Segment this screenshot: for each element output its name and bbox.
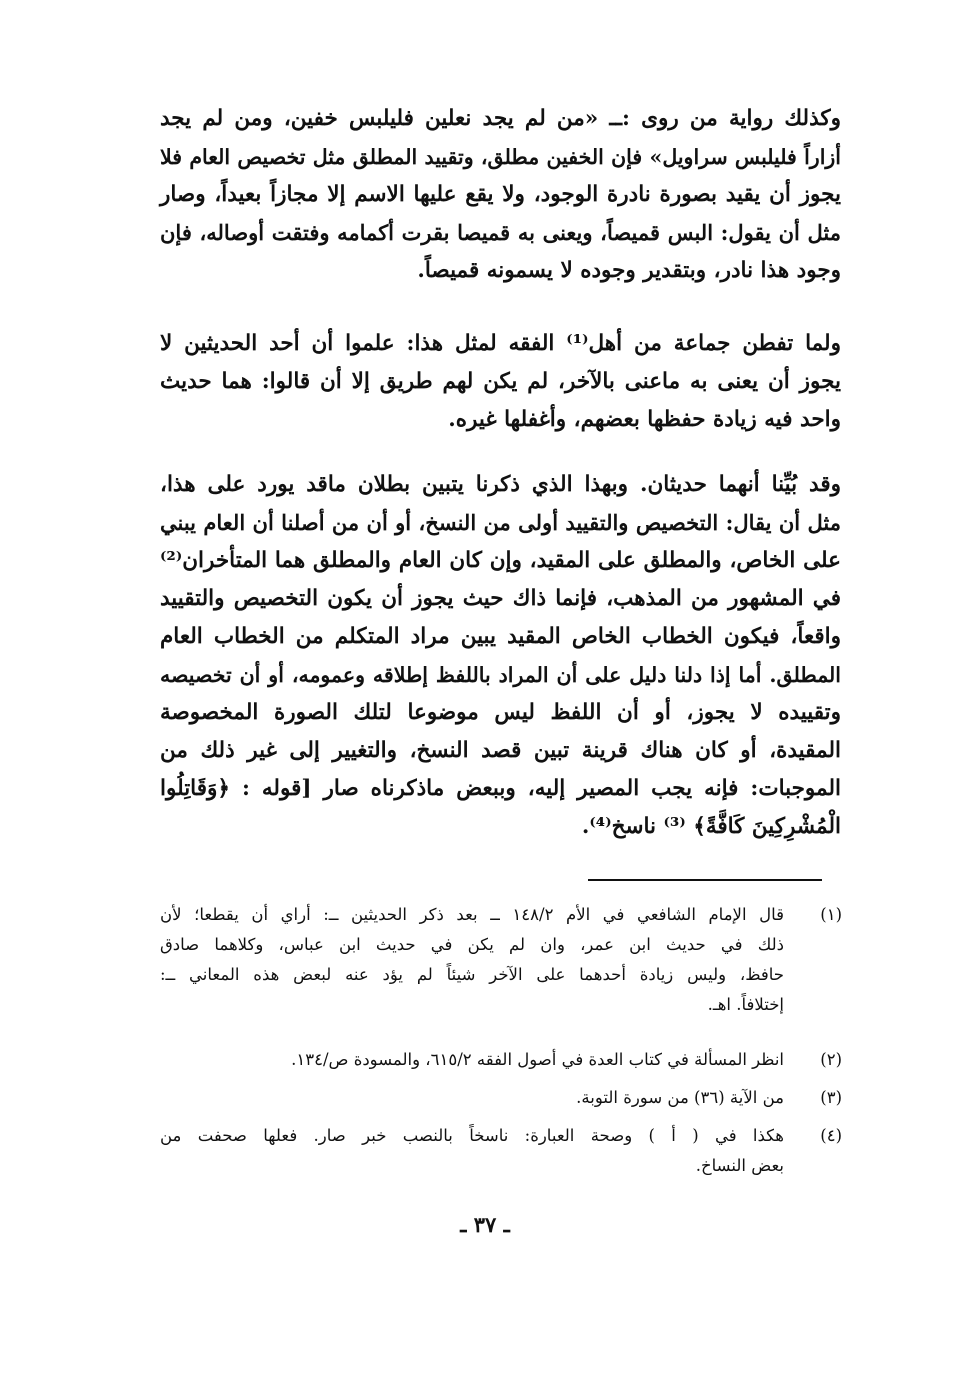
text-line: واقعاً، فيكون الخطاب الخاص المقيد يبين مراد المتكلم من الخطاب العام (160, 624, 841, 649)
text-line: المقيدة، أو كان هناك قرينة تبين قصد النسخ، والتغيير إلى غير ذلك من (160, 738, 841, 763)
paragraph-3 (160, 466, 841, 846)
text-line: يجوز أن يقيد بصورة نادرة الوجود، ولا يقع عليها الاسم إلا مجازاً بعيداً، وصار (160, 182, 841, 207)
footnote-1 (160, 900, 842, 1020)
paragraph-2 (160, 325, 841, 439)
footnote-separator (588, 879, 822, 881)
text-line: وجود هذا نادر، وبتقدير وجوده لا يسمونه قميصاً. (417, 258, 841, 283)
footnote-4 (160, 1121, 842, 1181)
paragraph-1 (160, 100, 841, 290)
footnote-line: انظر المسألة في كتاب العدة في أصول الفقه ٦١٥/٢، والمسودة ص/١٣٤. (291, 1050, 784, 1069)
text-line: وتقييده لا يجوز، أو أن اللفظ ليس موضوعا لتلك الصورة المخصوصة (160, 700, 841, 725)
footnote-line: من الآية (٣٦) من سورة التوبة. (576, 1088, 784, 1107)
text-line: يجوز أن يعنى به ماعنى بالآخر، لم يكن لهم طريق إلا أن قالوا: هما حديث (160, 369, 841, 394)
footnote-number: (٤) (820, 1126, 842, 1145)
text-line: الْمُشْرِكِينَ كَافَّةً﴾ ⁽³⁾ ناسخ⁽⁴⁾. (581, 814, 841, 839)
text-line: وقد بُيِّنا أنهما حديثان. وبهذا الذي ذكرنا يتبين بطلان ماقد يورد على هذا، (160, 472, 841, 497)
footnote-number: (٣) (820, 1088, 842, 1107)
footnote-number: (١) (820, 905, 842, 924)
text-line: الموجبات: فإنه يجب المصير إليه، وببعض ماذكرناه صار [قوله : ﴿وَقَاتِلُوا (160, 776, 841, 801)
footnote-text (160, 1121, 784, 1181)
footnote-text (160, 1083, 784, 1113)
page-number: ـ ٣٧ ـ (460, 1212, 510, 1237)
text-line: واحد فيه زيادة حفظها بعضهم، وأغفلها غيره. (448, 407, 841, 432)
footnote-line: قال الإمام الشافعي في الأم ١٤٨/٢ ــ بعد ذكر الحديثين ــ: أراي أن يقطعا؛ لأن (160, 905, 784, 924)
footnote-text (160, 1045, 784, 1075)
footnote-line: ذلك في حديث ابن عمر، وان لم يكن في حديث ابن عباس، وكلاهما صادق (160, 935, 784, 954)
text-line: على الخاص، والمطلق على المقيد، وإن كان العام والمطلق هما المتأخران⁽²⁾ (160, 548, 841, 573)
text-line: المطلق. أما إذا دلنا دليل على أن المراد باللفظ إطلاقه وعمومه، أو أن تخصيصه (160, 663, 841, 687)
footnote-line: إختلافاً. اهـ. (707, 995, 784, 1014)
text-line: ولما تفطن جماعة من أهل⁽¹⁾ الفقه لمثل هذا: علموا أن أحد الحديثين لا (160, 331, 841, 356)
text-line: مثل أن يقال: التخصيص والتقييد أولى من النسخ، أو أن من أصلنا أن العام يبني (160, 510, 841, 535)
text-line: في المشهور من المذهب، فإنما ذاك حيث يجوز أن يكون التخصيص والتقييد (160, 586, 841, 611)
footnote-line: حافظ، وليس زيادة أحدهما على الآخر شيئاً لم يؤد عنه لبعض هذه المعاني ــ: (160, 965, 784, 984)
text-line: وكذلك رواية من روى :ــ «من لم يجد نعلين فليلبس خفين، ومن لم يجد (160, 106, 841, 131)
footnote-number: (٢) (820, 1050, 842, 1069)
footnote-line: بعض النساخ. (695, 1156, 784, 1175)
text-line: أزاراً فليلبس سراويل» فإن الخفين مطلق، وتقييد المطلق مثل تخصيص العام فلا (160, 145, 841, 169)
footnote-line: هكذا في ( أ ) وصحة العبارة: ناسخاً بالنصب خبر صار. فعلها صحفت من (160, 1126, 784, 1145)
footnote-3 (160, 1083, 842, 1113)
text-line: مثل أن يقول: البس قميصاً، ويعنى به قميصا بقرت أكمامه وفتقت أوصاله، فإن (160, 220, 841, 245)
footnote-text (160, 900, 784, 1020)
footnote-2 (160, 1045, 842, 1075)
